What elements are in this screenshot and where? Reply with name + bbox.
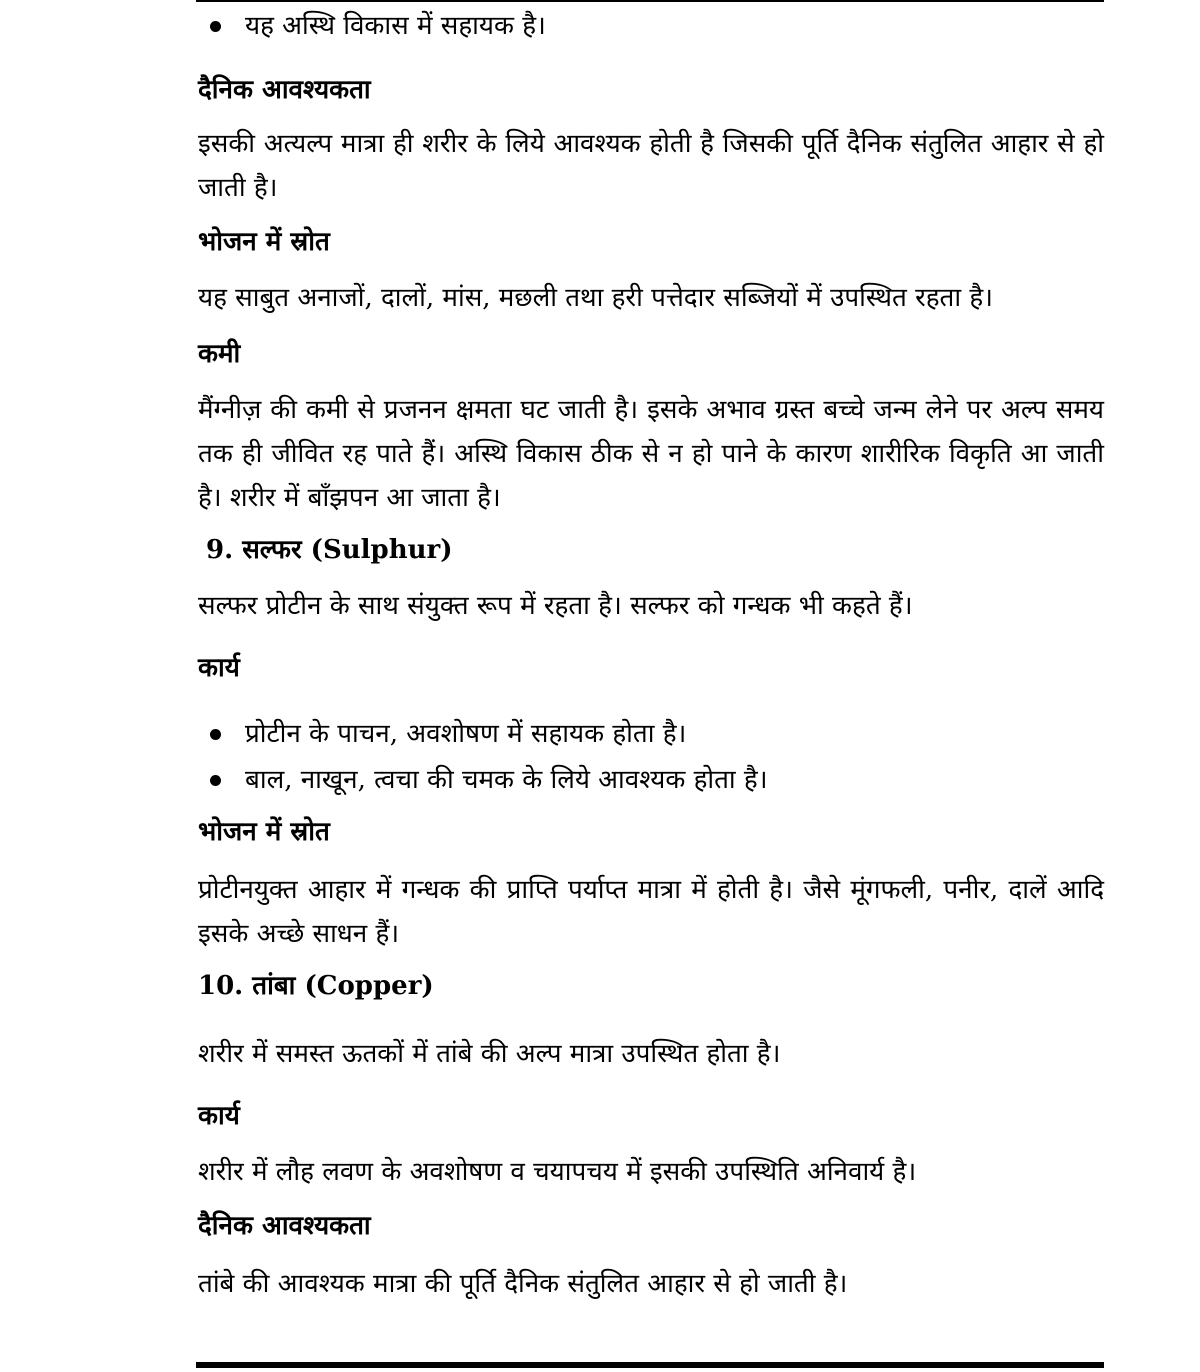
bullet-text: बाल, नाखून, त्वचा की चमक के लिये आवश्यक होता है। xyxy=(245,765,768,795)
paragraph-sulphur-intro: सल्फर प्रोटीन के साथ संयुक्त रूप में रहता है। सल्फर को गन्धक भी कहते हैं। xyxy=(198,591,913,621)
paragraph-sulphur-source: प्रोटीनयुक्त आहार में गन्धक की प्राप्ति पर्याप्त मात्रा में होती है। जैसे मूंगफली, पनीर, दालें आदि इसके अच्छे साधन हैं। xyxy=(198,875,1104,949)
list-item xyxy=(210,6,1116,46)
list-item xyxy=(210,760,1116,800)
paragraph-copper-intro: शरीर में समस्त ऊतकों में तांबे की अल्प मात्रा उपस्थित होता है। xyxy=(198,1039,781,1069)
paragraph-deficiency: मैंग्नीज़ की कमी से प्रजनन क्षमता घट जाती है। इसके अभाव ग्रस्त बच्चे जन्म लेने पर अल्प समय तक ही जीवित रह पाते हैं। अस्थि विकास ठीक से न हो पाने के कारण शारीरिक विकृति आ जाती है। शरीर में बाँझपन आ जाता है। xyxy=(198,395,1104,513)
bottom-rule xyxy=(196,1362,1104,1368)
bullet-icon xyxy=(210,21,221,32)
paragraph-daily-requirement: इसकी अत्यल्प मात्रा ही शरीर के लिये आवश्यक होती है जिसकी पूर्ति दैनिक संतुलित आहार से हो जाती है। xyxy=(198,129,1104,203)
heading-sulphur: 9. सल्फर (Sulphur) xyxy=(206,535,453,565)
paragraph-copper-daily: तांबे की आवश्यक मात्रा की पूर्ति दैनिक संतुलित आहार से हो जाती है। xyxy=(198,1269,848,1299)
section-heading-deficiency: कमी xyxy=(198,339,241,369)
section-heading-food-source: भोजन में स्रोत xyxy=(198,817,330,847)
bullet-icon xyxy=(210,729,221,740)
bullet-text: प्रोटीन के पाचन, अवशोषण में सहायक होता है। xyxy=(245,719,687,749)
top-rule xyxy=(196,0,1104,2)
section-heading-function: कार्य xyxy=(198,1101,240,1131)
section-heading-function: कार्य xyxy=(198,653,240,683)
heading-copper: 10. तांबा (Copper) xyxy=(198,971,434,1001)
paragraph-copper-function: शरीर में लौह लवण के अवशोषण व चयापचय में इसकी उपस्थिति अनिवार्य है। xyxy=(198,1157,917,1187)
section-heading-food-source: भोजन में स्रोत xyxy=(198,227,330,257)
paragraph-food-source: यह साबुत अनाजों, दालों, मांस, मछली तथा हरी पत्तेदार सब्जियों में उपस्थित रहता है। xyxy=(198,283,994,313)
list-item xyxy=(210,714,1116,754)
section-heading-daily-requirement: दैनिक आवश्यकता xyxy=(198,75,371,105)
bullet-icon xyxy=(210,775,221,786)
section-heading-daily-requirement: दैनिक आवश्यकता xyxy=(198,1211,371,1241)
bullet-text: यह अस्थि विकास में सहायक है। xyxy=(245,11,546,41)
